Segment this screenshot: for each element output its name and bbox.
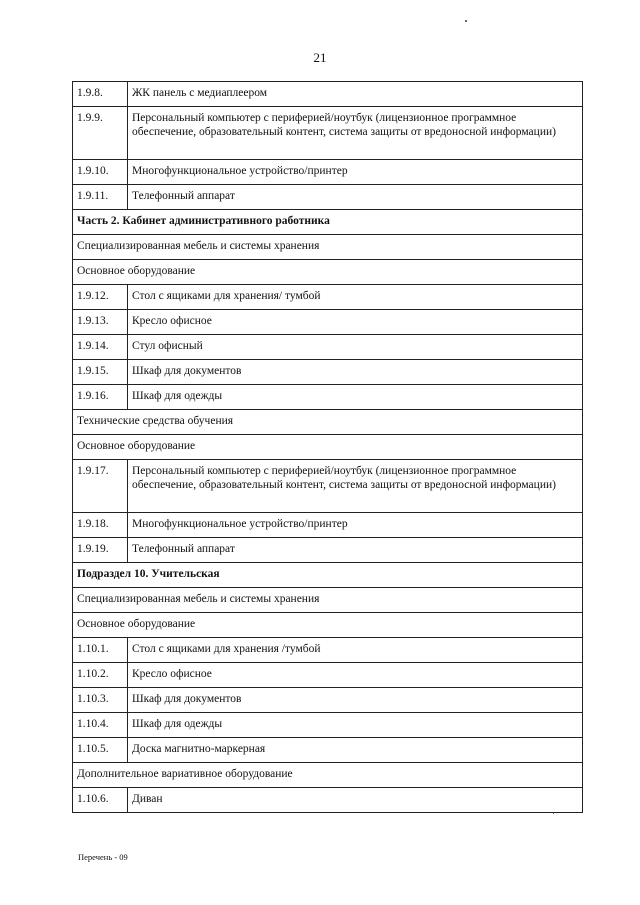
table-row <box>73 738 583 763</box>
item-name: Шкаф для документов <box>128 688 583 713</box>
equipment-table-body <box>73 82 583 813</box>
table-row <box>73 663 583 688</box>
item-name: Стол с ящиками для хранения/ тумбой <box>128 285 583 310</box>
item-number: 1.9.11. <box>73 185 128 210</box>
item-number: 1.9.14. <box>73 335 128 360</box>
footer-document-code: Перечень - 09 <box>78 852 128 862</box>
item-number: 1.9.12. <box>73 285 128 310</box>
group-heading-row <box>73 613 583 638</box>
table-row <box>73 285 583 310</box>
item-number: 1.10.6. <box>73 788 128 813</box>
group-heading: Специализированная мебель и системы хранения <box>73 235 583 260</box>
group-heading: Основное оборудование <box>73 435 583 460</box>
item-number: 1.9.8. <box>73 82 128 107</box>
item-name: Многофункциональное устройство/принтер <box>128 513 583 538</box>
table-row <box>73 310 583 335</box>
group-heading: Специализированная мебель и системы хранения <box>73 588 583 613</box>
table-row <box>73 185 583 210</box>
item-name: Кресло офисное <box>128 663 583 688</box>
item-name: Персональный компьютер с периферией/ноутбук (лицензионное программное обеспечение, образовательный контент, система защиты от вредоносной информации) <box>128 460 583 513</box>
group-heading: Основное оборудование <box>73 613 583 638</box>
equipment-table <box>72 81 583 813</box>
item-name: ЖК панель с медиаплеером <box>128 82 583 107</box>
table-row <box>73 688 583 713</box>
item-number: 1.10.5. <box>73 738 128 763</box>
table-row <box>73 638 583 663</box>
item-number: 1.10.3. <box>73 688 128 713</box>
table-row <box>73 788 583 813</box>
item-number: 1.9.10. <box>73 160 128 185</box>
item-name: Доска магнитно-маркерная <box>128 738 583 763</box>
item-number: 1.10.2. <box>73 663 128 688</box>
section-heading: Часть 2. Кабинет административного работника <box>73 210 583 235</box>
table-row <box>73 82 583 107</box>
item-number: 1.10.4. <box>73 713 128 738</box>
group-heading-row <box>73 235 583 260</box>
table-row <box>73 713 583 738</box>
item-name: Стол с ящиками для хранения /тумбой <box>128 638 583 663</box>
item-number: 1.9.18. <box>73 513 128 538</box>
section-heading-row <box>73 563 583 588</box>
group-heading-row <box>73 588 583 613</box>
table-row <box>73 160 583 185</box>
item-name: Шкаф для одежды <box>128 713 583 738</box>
item-name: Кресло офисное <box>128 310 583 335</box>
item-name: Шкаф для документов <box>128 360 583 385</box>
item-name: Шкаф для одежды <box>128 385 583 410</box>
table-row <box>73 335 583 360</box>
page-number: 21 <box>313 50 327 65</box>
item-number: 1.9.9. <box>73 107 128 160</box>
group-heading: Технические средства обучения <box>73 410 583 435</box>
item-name: Персональный компьютер с периферией/ноутбук (лицензионное программное обеспечение, образовательный контент, система защиты от вредоносной информации) <box>128 107 583 160</box>
item-number: 1.9.19. <box>73 538 128 563</box>
scan-speck <box>553 813 554 814</box>
item-number: 1.9.15. <box>73 360 128 385</box>
item-name: Многофункциональное устройство/принтер <box>128 160 583 185</box>
group-heading: Основное оборудование <box>73 260 583 285</box>
scan-speck <box>465 20 467 22</box>
item-number: 1.9.13. <box>73 310 128 335</box>
item-number: 1.10.1. <box>73 638 128 663</box>
table-row <box>73 513 583 538</box>
table-row <box>73 460 583 513</box>
item-name: Стул офисный <box>128 335 583 360</box>
section-heading: Подраздел 10. Учительская <box>73 563 583 588</box>
table-row <box>73 360 583 385</box>
group-heading-row <box>73 435 583 460</box>
item-name: Диван <box>128 788 583 813</box>
item-number: 1.9.16. <box>73 385 128 410</box>
table-row <box>73 107 583 160</box>
item-name: Телефонный аппарат <box>128 185 583 210</box>
group-heading: Дополнительное вариативное оборудование <box>73 763 583 788</box>
group-heading-row <box>73 763 583 788</box>
group-heading-row <box>73 260 583 285</box>
table-row <box>73 385 583 410</box>
table-row <box>73 538 583 563</box>
section-heading-row <box>73 210 583 235</box>
item-number: 1.9.17. <box>73 460 128 513</box>
item-name: Телефонный аппарат <box>128 538 583 563</box>
group-heading-row <box>73 410 583 435</box>
